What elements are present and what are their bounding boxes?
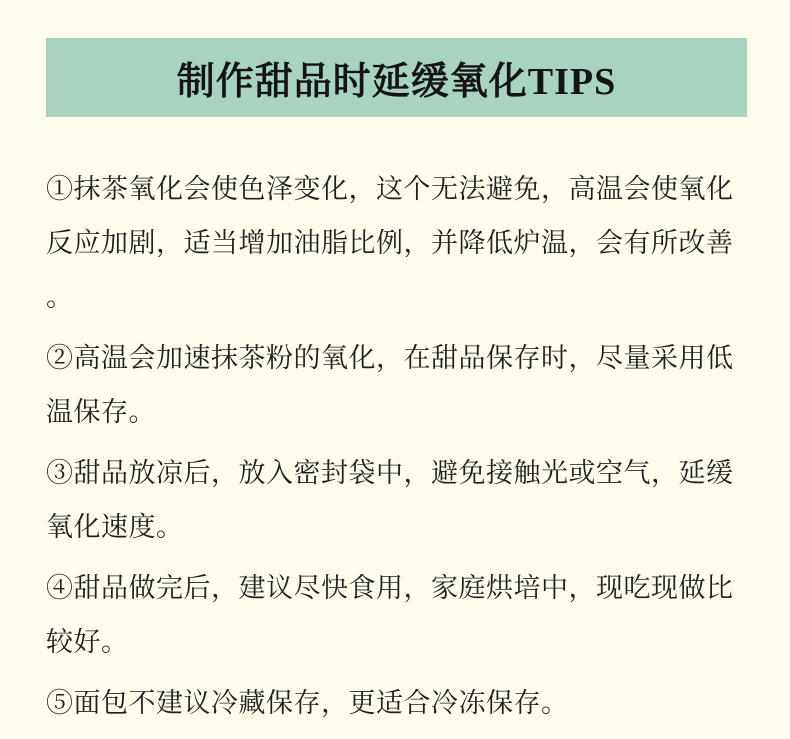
tip-item-1: ①抹茶氧化会使色泽变化，这个无法避免，高温会使氧化反应加剧，适当增加油脂比例，并降低炉温，会有所改善。 (46, 174, 734, 312)
tip-item-4: ④甜品做完后，建议尽快食用，家庭烘培中，现吃现做比较好。 (46, 573, 734, 657)
tip-item-5: ⑤面包不建议冷藏保存，更适合冷冻保存。 (46, 688, 569, 718)
tips-list (46, 117, 746, 737)
title-band (46, 38, 747, 117)
page-title: 制作甜品时延缓氧化TIPS (176, 61, 617, 103)
tip-item-3: ③甜品放凉后，放入密封袋中，避免接触光或空气，延缓氧化速度。 (46, 458, 734, 542)
tip-item-2: ②高温会加速抹茶粉的氧化，在甜品保存时，尽量采用低温保存。 (46, 343, 734, 427)
